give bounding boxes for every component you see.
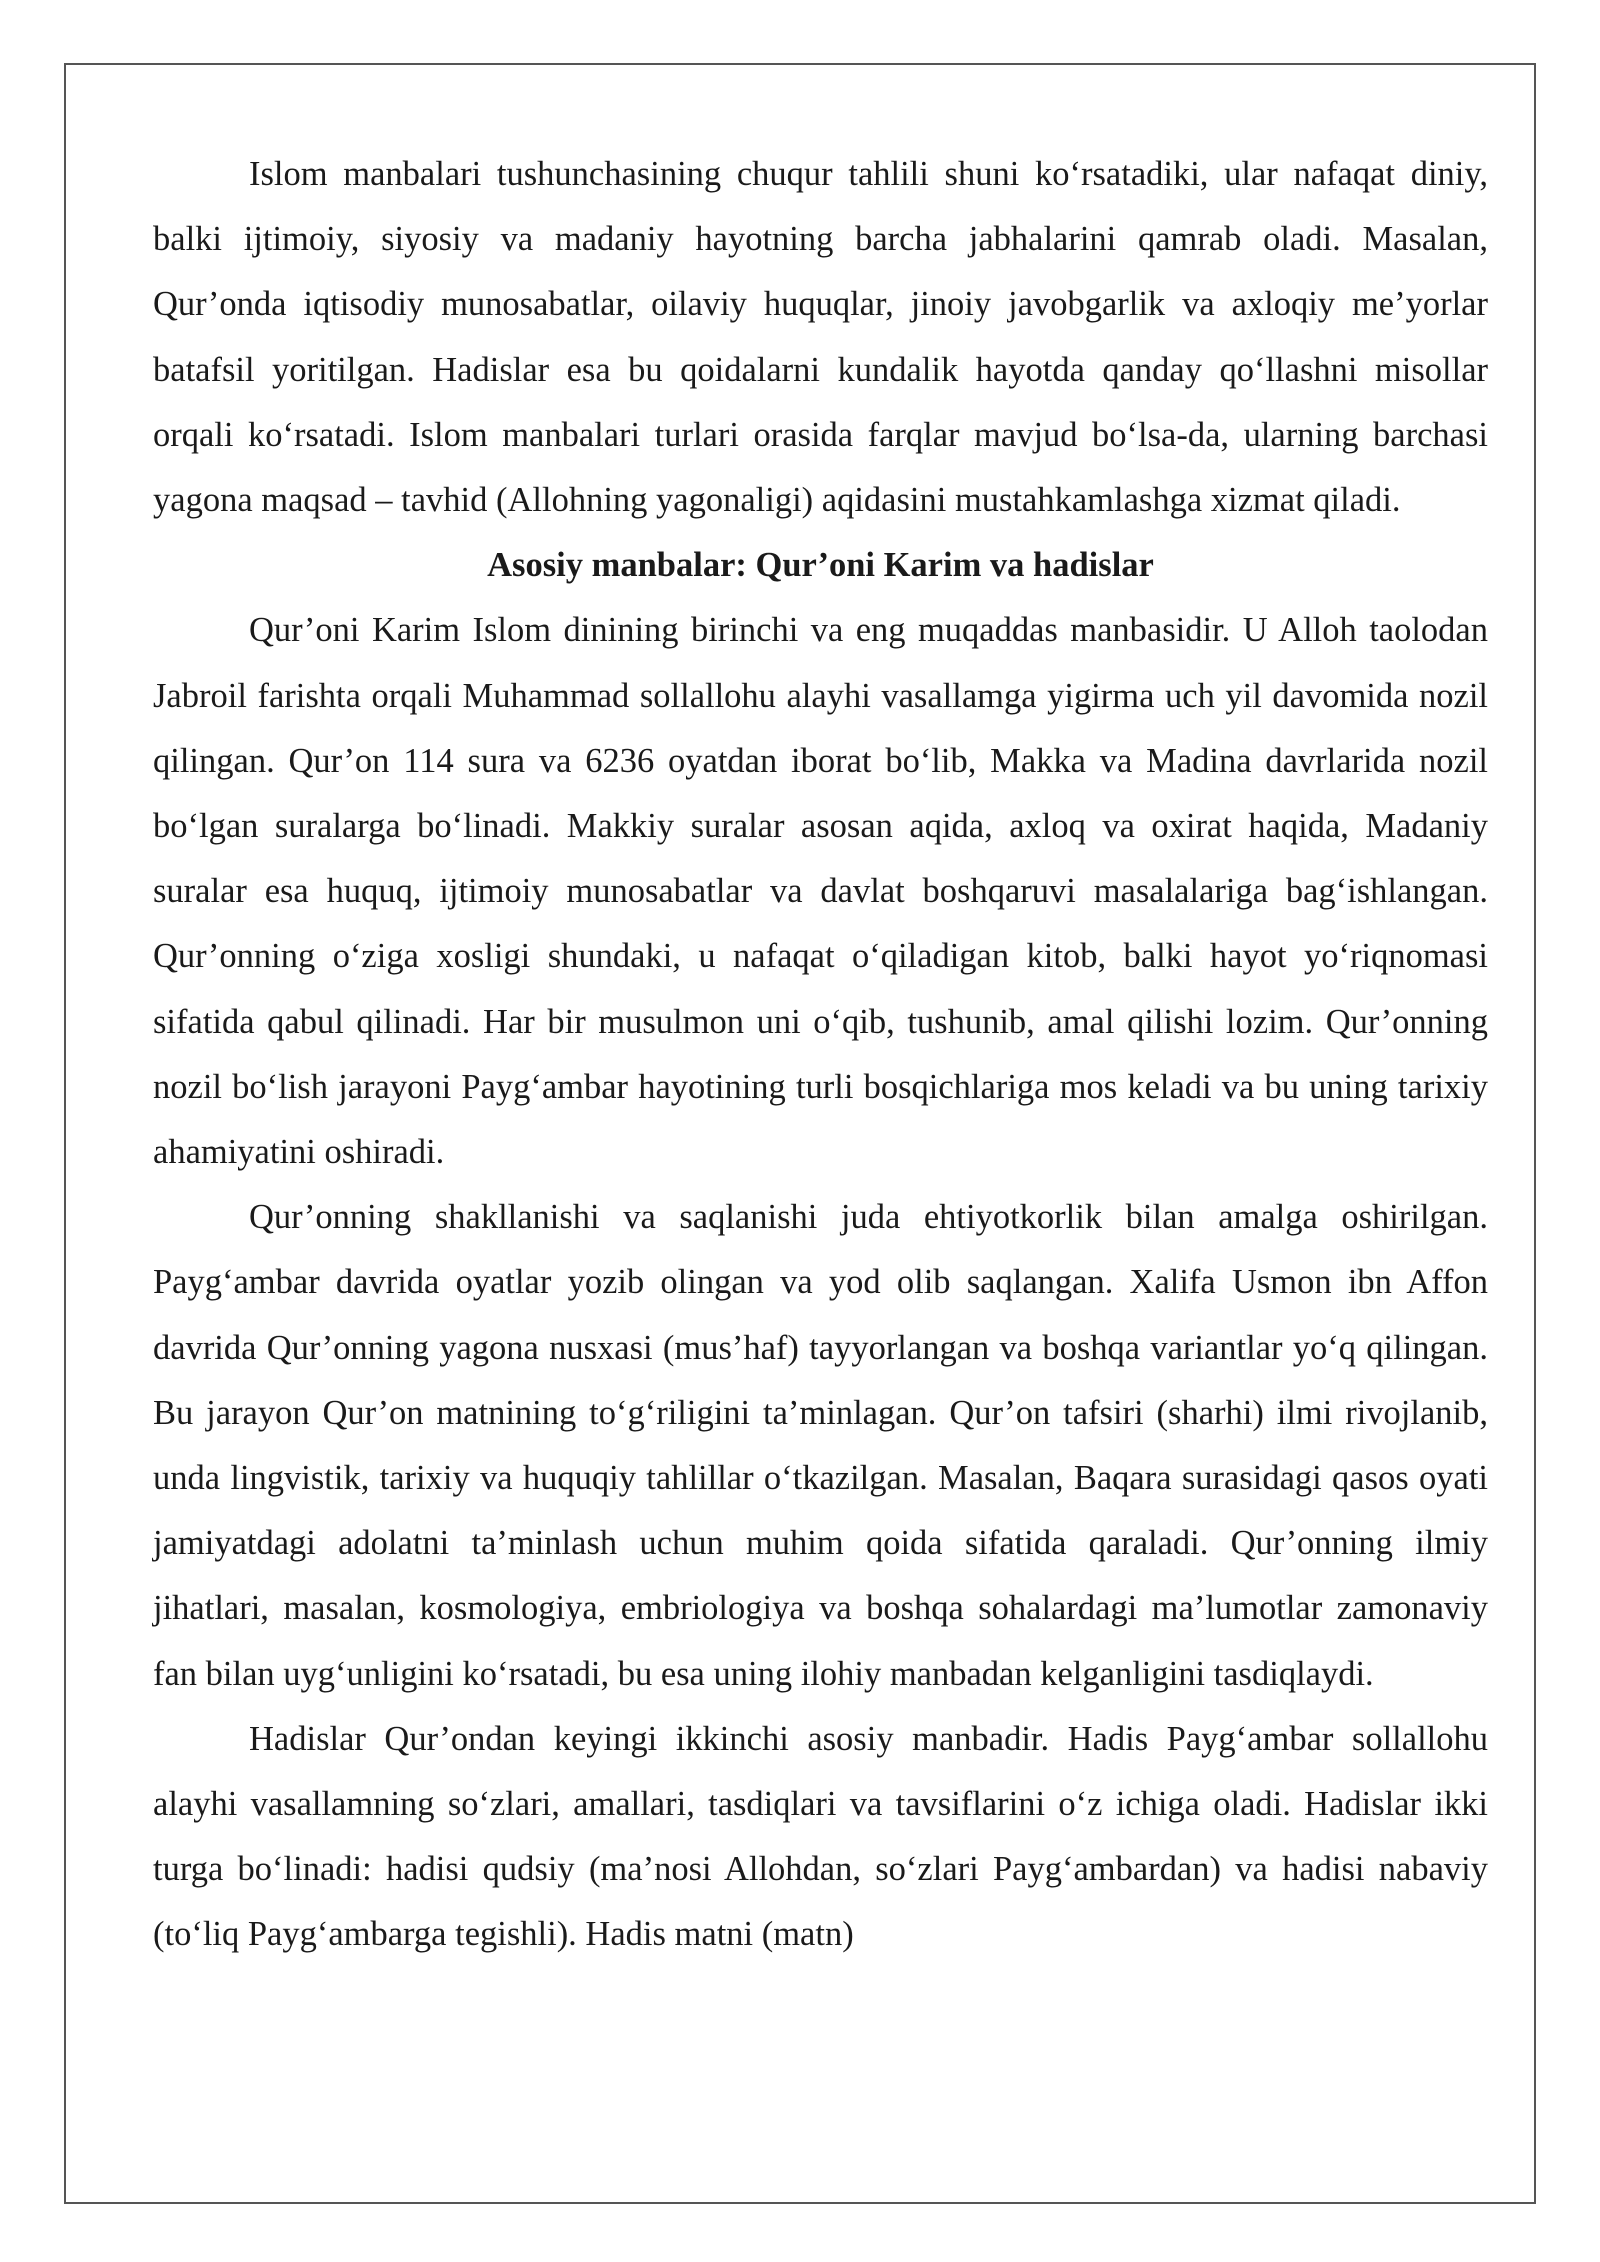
- section-heading: Asosiy manbalar: Qur’oni Karim va hadislar: [487, 546, 1154, 585]
- paragraph-quran-intro: Qur’oni Karim Islom dinining birinchi va eng muqaddas manbasidir. U Alloh taolodan Jabroil farishta orqali Muhammad sollallohu alayhi vasallamga yigirma uch yil davomida nozil qilingan. Qur’on 114 sura va 6236 oyatdan iborat bo‘lib, Makka va Madina davrlarida nozil bo‘lgan suralarga bo‘linadi. Makkiy suralar asosan aqida, axloq va oxirat haqida, Madaniy suralar esa huquq, ijtimoiy munosabatlar va davlat boshqaruvi masalalariga bag‘ishlangan. Qur’onning o‘ziga xosligi shundaki, u nafaqat o‘qiladigan kitob, balki hayot yo‘riqnomasi sifatida qabul qilinadi. Har bir musulmon uni o‘qib, tushunib, amal qilishi lozim. Qur’onning nozil bo‘lish jarayoni Payg‘ambar hayotining turli bosqichlariga mos keladi va bu uning tarixiy ahamiyatini oshiradi.: [153, 611, 1488, 1172]
- document-body: [153, 142, 1488, 1968]
- paragraph-hadith: Hadislar Qur’ondan keyingi ikkinchi asosiy manbadir. Hadis Payg‘ambar sollallohu alayhi vasallamning so‘zlari, amallari, tasdiqlari va tavsiflarini o‘z ichiga oladi. Hadislar ikki turga bo‘linadi: hadisi qudsiy (ma’nosi Allohdan, so‘zlari Payg‘ambardan) va hadisi nabaviy (to‘liq Payg‘ambarga tegishli). Hadis matni (matn): [153, 1719, 1488, 1954]
- paragraph-quran-preservation: Qur’onning shakllanishi va saqlanishi juda ehtiyotkorlik bilan amalga oshirilgan. Payg‘ambar davrida oyatlar yozib olingan va yod olib saqlangan. Xalifa Usmon ibn Affon davrida Qur’onning yagona nusxasi (mus’haf) tayyorlangan va boshqa variantlar yo‘q qilingan. Bu jarayon Qur’on matnining to‘g‘riligini ta’minlagan. Qur’on tafsiri (sharhi) ilmi rivojlanib, unda lingvistik, tarixiy va huquqiy tahlillar o‘tkazilgan. Masalan, Baqara surasidagi qasos oyati jamiyatdagi adolatni ta’minlash uchun muhim qoida sifatida qaraladi. Qur’onning ilmiy jihatlari, masalan, kosmologiya, embriologiya va boshqa sohalardagi ma’lumotlar zamonaviy fan bilan uyg‘unligini ko‘rsatadi, bu esa uning ilohiy manbadan kelganligini tasdiqlaydi.: [153, 1198, 1488, 1693]
- paragraph-sources-analysis: Islom manbalari tushunchasining chuqur tahlili shuni ko‘rsatadiki, ular nafaqat diniy, balki ijtimoiy, siyosiy va madaniy hayotning barcha jabhalarini qamrab oladi. Masalan, Qur’onda iqtisodiy munosabatlar, oilaviy huquqlar, jinoiy javobgarlik va axloqiy me’yorlar batafsil yoritilgan. Hadislar esa bu qoidalarni kundalik hayotda qanday qo‘llashni misollar orqali ko‘rsatadi. Islom manbalari turlari orasida farqlar mavjud bo‘lsa-da, ularning barchasi yagona maqsad – tavhid (Allohning yagonaligi) aqidasini mustahkamlashga xizmat qiladi.: [153, 155, 1488, 520]
